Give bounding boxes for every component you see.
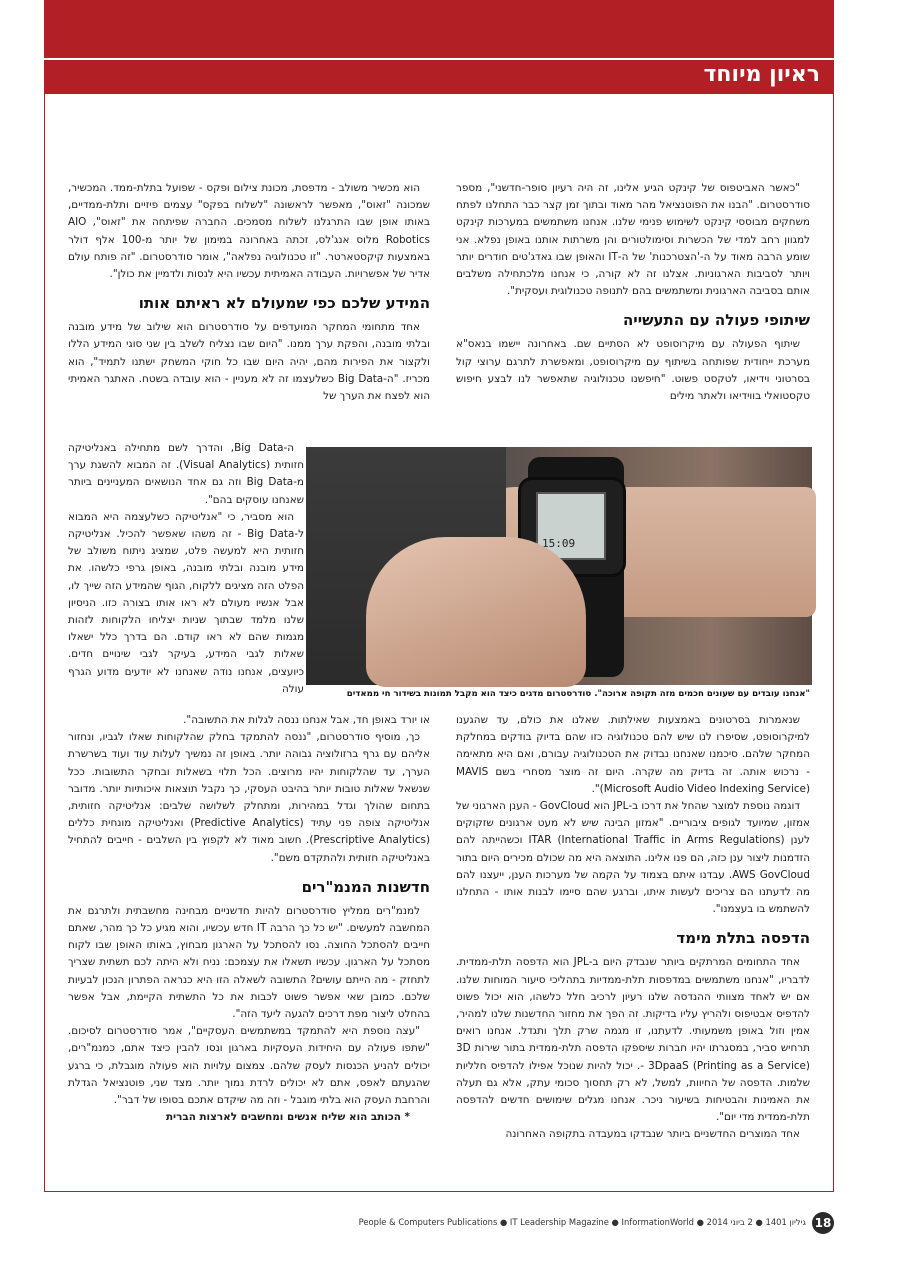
frame-line-right	[833, 94, 834, 1192]
subheading-information: המידע שלכם כפי שמעולם לא ראיתם אותו	[138, 294, 430, 313]
subheading-3d-printing: הדפסה בתלת מימד	[676, 929, 810, 948]
footer-publication-line: People & Computers Publications ● IT Leadership Magazine ● InformationWorld ● גיליון 1401 ● 2 ביוני 2014	[358, 1217, 806, 1227]
section-header-bar	[44, 58, 834, 94]
paragraph: שנאמרות בסרטונים באמצעות שאילתות. שאלנו את כולם, עד שהגענו למיקרוסופט, שסיפרו לנו שיש להם טכנולוגיה כזו שהם בדיוק בודקים במחלקת המחקר שלהם. סיכמנו שאנחנו נבדוק את הטכנולוגיה עבורם, ואם היא מתאימה - נרכוש אותה. זה בדיוק מה שקרה. היום זה מוצר מסחרי בשם MAVIS (Microsoft Audio Video Indexing Service)".	[456, 714, 810, 795]
frame-line-bottom	[44, 1191, 834, 1192]
paragraph: "עצה נוספת היא להתמקד במשתמשים העסקיים", אמר סודרסטרום לסיכום. "שתפו פעולה עם היחידות העסקיות בארגון ונסו להבין כיצד אתם, כמנמ"רים, יכולים להניע הכנסות לעסק שלהם. צמצום עלויות הוא פעולה מוגבלת, כי ברגע שהגעתם לאפס, אתם לא יכולים לרדת נמוך יותר. מצד שני, פוטנציאל הגדלת והרחבת העסק הוא בלתי מוגבל - וזה מה שיקדם אתכם בסופו של דבר".	[68, 1025, 430, 1107]
paragraph: ה-Big Data, והדרך לשם מתחילה באנליטיקה חזותית (Visual Analytics). זה המבוא להשגת ערך מ-Big Data וזה גם אחד הנושאים המעניינים ביותר שאנחנו עוסקים בהם".	[68, 442, 305, 506]
header-top-bar	[44, 0, 834, 58]
frame-line-left	[44, 94, 45, 1192]
paragraph: או יורד באופן חד, אבל אנחנו ננסה לגלות את התשובה".	[183, 714, 430, 726]
photo-caption: "אנחנו עובדים עם שעונים חכמים מזה תקופה ארוכה". סודרסטרום מדגים כיצד הוא מקבל תמונות בשידור חי ממאדים	[346, 689, 810, 699]
column-left-bottom	[68, 712, 430, 1172]
paragraph: אחד מתחומי המחקר המועדפים על סודרסטרום הוא שילוב של מידע מובנה ובלתי מובנה, והפקת ערך ממנו. "היום שבו נצליח לשלב בין שני סוגי המידע הללו ולקצור את הפירות מהם, יהיה היום שבו כל חוקי המשחק ישתנו לתמיד", הוא מכריז. "ה-Big Data כשלעצמו זה לא מעניין - הוא עובדה בשטח. האתגר האמיתי הוא לפצח את הערך של	[68, 321, 430, 403]
paragraph: שיתוף הפעולה עם מיקרוסופט לא הסתיים שם. באחרונה יישמו בנאס"א מערכת ייחודית שפותחה בשיתוף עם מיקרוסופט, ומאפשרת לתרגם ערוצי קול בסרטוני וידיאו, לטקסט פשוט. "חיפשנו טכנולוגיה שתאפשר לנו לבצע חיפוש טקסטואלי בווידיאו ולאתר מילים	[456, 338, 810, 403]
page-number: 18	[812, 1212, 834, 1234]
paragraph: למנמ"רים ממליץ סודרסטרום להיות חדשניים מבחינה מחשבתית ולתרגם את המחשבה למעשים. "יש כל כך הרבה IT חדש עכשיו, והוא מגיע כל כך מהר, שאתם חייבים להסתכל החוצה. נסו להסתכל על הארגון מבחוץ, באותו האופן שבו לקוח מסתכל על הארגון. עכשיו תשאלו את עצמכם: נניח ולא היתה לכם תשתית שצריך לתחזק - מה הייתם עושים? התשובה לשאלה הזו היא כנראה הפתרון הנכון לבעיות שלכם. כמובן שאי אפשר פשוט לכבות את כל התשתית הקיימת, אבל אפשר בהחלט ליצור מפת דרכים להגעה ליעד הזה".	[68, 904, 430, 1021]
paragraph: "כאשר האביטפוס של קינקט הגיע אלינו, זה היה רעיון סופר-חדשני", מספר סודרסטרום. "הבנו את הפוטנציאל מהר מאוד ובתוך זמן קצר כבר התחלנו לפתח משחקים מבוססי קינקט לשימוש פנימי שלנו. אנחנו משתמשים במערכות קינקט למגוון רחב למדי של הכשרות וסימולטורים והן משרתות אותנו באופן נפלא. אני שומע הרבה מאוד על ה-'הצטרכנות' של ה-IT והאופן שבו גאדג'טים חודרים יותר ויותר לסביבות הארגוניות. אצלנו זה לא קורה, כי אנחנו מלכתחילה משלבים אותם בסביבה הארגונית ומשתמשים בהם לתנופה טכנולוגית ועסקית".	[456, 182, 810, 298]
paragraph: הוא מכשיר משולב - מדפסת, מכונת צילום ופקס - שפועל בתלת-ממד. המכשיר, שמכונה "זאוס", מאפשר לראשונה "לשלוח בפקס" עצמים פיזיים ותלת-ממדיים, באותו אופן שבו התרגלנו לשלוח מסמכים. החברה שפיתחה את "זאוס", AIO Robotics מלוס אנג'לס, זכתה באחרונה במימון של יותר מ-100 אלף דולר באמצעות קיקסטארטר. "זו טכנולוגיה נפלאה", אומר סודרסטרום. "זה פותח עולם אדיר של אפשרויות. העבודה האמיתית עכשיו היא לנסות ולדמיין את כולן".	[68, 182, 430, 281]
column-left-beside-photo	[68, 440, 305, 695]
smartwatch-time: 15:09	[542, 537, 576, 550]
column-left-top	[68, 180, 430, 442]
section-title: ראיון מיוחד	[703, 62, 820, 87]
paragraph: הוא מסביר, כי "אנליטיקה כשלעצמה היא המבוא ל-Big Data - זה משהו שאפשר להכיל. אנליטיקה חזותית היא למעשה פלט, שמציג ניתוח משולב של מידע מובנה ובלתי מובנה, באופן גרפי כלשהו. את הפלט הזה מציגים ללקוח, הגוף שהמידע הזה שייך לו, אבל אנשיו מעולם לא ראו אותו בצורה כזו. הניסיון שלנו מלמד שבתוך שניות יצליחו הלקוחות לזהות מגמות שהם לא ראו קודם. הם בדרך כלל ישאלו שאלות לגבי המידע, בעיקר לגבי שינויים חדים. כיועצים, אנחנו נודה שאנחנו לא יודעים מדוע הגרף עולה	[68, 510, 304, 695]
paragraph: אחד המוצרים החדשניים ביותר שנבדקו במעבדה בתקופה האחרונה	[505, 1128, 800, 1141]
column-right-bottom	[456, 712, 810, 1172]
photo-hand	[366, 537, 586, 687]
paragraph: כך, מוסיף סודרסטרום, "ננסה להתמקד בחלק שהלקוחות שאלו לגביו, ונחזור אליהם עם גרף ברזולוציה גבוהה יותר. באופן זה נמשיך לעלות עוד ועוד בשרשרת הערך, עד שהלקוחות יהיו מרוצים. הכל תלוי בשאלות ובחקר התשובות. ככל שנשאל שאלות טובות יותר בהיבט העסקי, כך נקבל תוצאות איכותיות יותר. מדובר בתחום שהולך וגדל במהירות, ומתחלק לשלושה שלבים: אנליטיקה חזותית, אנליטיקה צופה פני עתיד (Predictive Analytics) ואנליטיקה מונחית כללים (Prescriptive Analytics). חשוב מאוד לא לקפוץ בין השלבים - חייבים להתחיל באנליטיקה חזותית ולהתקדם משם".	[68, 731, 431, 864]
author-note: * הכותב הוא שליח אנשים ומחשבים לארצות הברית	[165, 1111, 410, 1124]
column-right-top	[456, 180, 810, 440]
subheading-industry: שיתופי פעולה עם התעשייה	[622, 311, 810, 330]
subheading-cio-innovation: חדשנות המנמ"רים	[301, 877, 430, 896]
page-footer	[360, 1212, 834, 1236]
article-photo	[306, 447, 812, 685]
paragraph: דוגמה נוספת למוצר שהחל את דרכו ב-JPL הוא GovCloud - הענן הארגוני של אמזון, שמיועד לגופים ציבוריים. "אמזון הבינה שיש לא מעט ארגונים שזקוקים לענן ITAR (International Traffic in Arms Regulations) וכשהייתה להם הזדמנות ליצור ענן כזה, הם פנו אלינו. התוצאה היא מה שכולם מכירים היום בתור AWS GovCloud. עבדנו איתם בצמוד על הקמה של מערכות הענן, ייעצנו להם מה לדעתנו הם צריכים לעשות איתו, וברגע שהם סיימו לבנות אותו - התחלנו להשתמש בו בעצמנו".	[456, 800, 810, 916]
paragraph: אחד התחומים המרתקים ביותר שנבדק היום ב-JPL הוא הדפסה תלת-ממדית. לדבריו, "אנחנו משתמשים במדפסות תלת-ממדיות בתהליכי סיעור המוחות שלנו. אם יש לאחד מצוותי ההנדסה שלנו רעיון לרכיב חלל כלשהו, הוא יכול פשוט להדפיס אבטיפוס ולהריץ עליו בדיקות. זה הפך את מחזור החדשנות שלנו למהיר, אמין וזול באופן משמעותי. לדעתנו, זו מגמה שרק תלך ותגדל. אנחנו רואים תרחיש סביר, במסגרתו יהיו חברות שיספקו הדפסה תלת-ממדית בתור שירות 3D - 3DpaaS (Printing as a Service). יכול להיות שנוכל אפילו להדפיס חלליות שלמות. הדפסה של החיוות, למשל, לא רק תחסוך סכומי עתק, אלא גם תעלה את האמינות והבטיחות בשיעור ניכר. אנחנו מגלים שימושים חדשים להדפסה תלת-ממדית מדי יום".	[456, 956, 810, 1124]
